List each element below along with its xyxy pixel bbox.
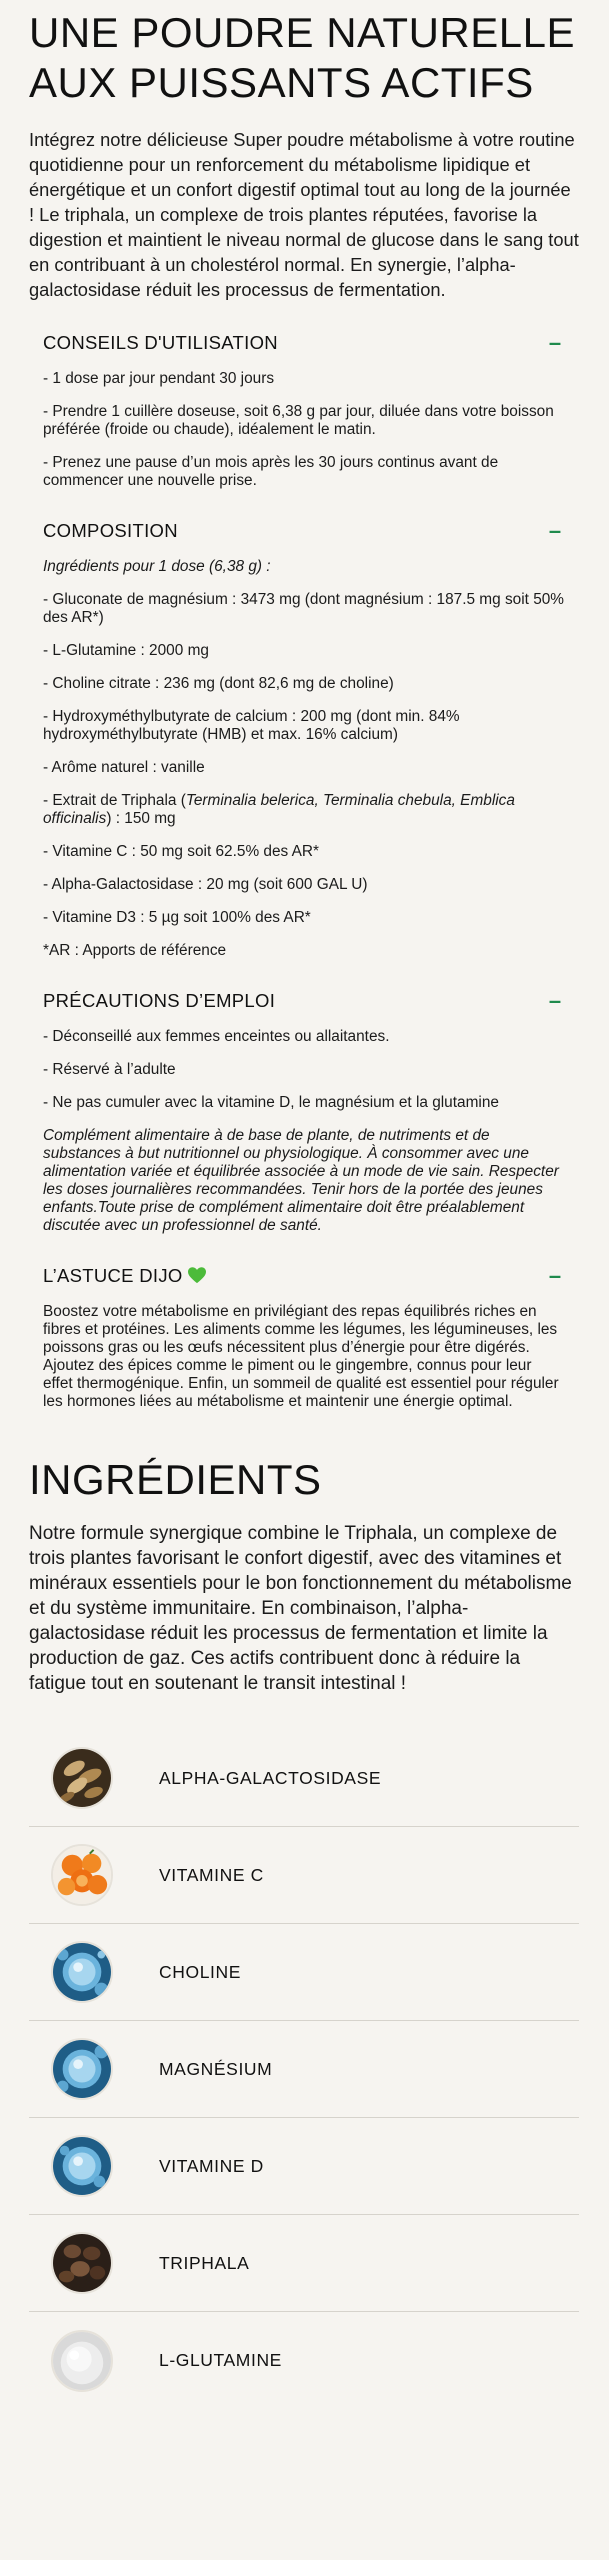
accordion-precautions <box>43 986 565 1235</box>
ingredient-label: TRIPHALA <box>159 2252 250 2273</box>
accordion-title <box>43 1265 207 1287</box>
astuce-title-text: L’ASTUCE DIJO <box>43 1265 183 1286</box>
beans-image <box>51 1747 113 1809</box>
accordion-header-composition[interactable] <box>43 516 565 546</box>
ingredient-row-alpha-galactosidase <box>29 1730 579 1827</box>
accordion-body-conseils <box>43 370 565 490</box>
collapse-icon[interactable]: – <box>548 1263 562 1288</box>
accordion-title: PRÉCAUTIONS D’EMPLOI <box>43 990 276 1011</box>
ingredients-description: Notre formule synergique combine le Triphala, un complexe de trois plantes favorisant le confort digestif, avec des vitamines et minéraux essentiels pour le bon fonctionnement du métabolisme et du système immunitaire. En combinaison, l’alpha-galactosidase réduit les processus de fermentation et limite la production de gaz. Ces actifs contribuent donc à réduire la fatigue tout en soutenant le transit intestinal ! <box>29 1523 572 1694</box>
accordion-title: CONSEILS D'UTILISATION <box>43 332 278 353</box>
collapse-icon[interactable]: – <box>548 988 562 1013</box>
accordion-conseils <box>43 328 565 490</box>
list-item: - Réservé à l’adulte <box>43 1061 176 1078</box>
molecules-image <box>51 2038 113 2100</box>
ingredient-row-magnesium <box>29 2021 579 2118</box>
oranges-image <box>51 1844 113 1906</box>
accordion-astuce <box>43 1261 565 1411</box>
list-item: - Hydroxyméthylbutyrate de calcium : 200 mg (dont min. 84% hydroxyméthylbutyrate (HMB) et max. 16% calcium) <box>43 708 460 743</box>
info-accordion <box>29 328 579 1411</box>
list-item: - Gluconate de magnésium : 3473 mg (dont magnésium : 187.5 mg soit 50% des AR*) <box>43 591 564 626</box>
accordion-body-precautions <box>43 1028 565 1235</box>
list-item: - Vitamine D3 : 5 µg soit 100% des AR* <box>43 909 311 926</box>
triphala-latin: Terminalia belerica, Terminalia chebula, Emblica officinalis <box>43 792 515 827</box>
ingredient-label: VITAMINE D <box>159 2155 264 2176</box>
accordion-body-astuce <box>43 1303 565 1411</box>
molecules-image <box>51 2135 113 2197</box>
accordion-header-astuce[interactable] <box>43 1261 565 1291</box>
molecules-image <box>51 1941 113 2003</box>
list-item: - Choline citrate : 236 mg (dont 82,6 mg de choline) <box>43 675 394 692</box>
green-heart-icon <box>187 1266 207 1284</box>
accordion-composition <box>43 516 565 960</box>
accordion-header-conseils[interactable] <box>43 328 565 358</box>
ingredients-title: INGRÉDIENTS <box>29 1456 322 1503</box>
list-item: - Vitamine C : 50 mg soit 62.5% des AR* <box>43 843 320 860</box>
ingredient-row-l-glutamine <box>29 2312 579 2409</box>
list-item: - 1 dose par jour pendant 30 jours <box>43 370 275 387</box>
list-item: - Prendre 1 cuillère doseuse, soit 6,38 g par jour, diluée dans votre boisson préférée (froide ou chaude), idéalement le matin. <box>43 403 554 438</box>
fruits-image <box>51 2232 113 2294</box>
hero-description: Intégrez notre délicieuse Super poudre métabolisme à votre routine quotidienne pour un renforcement du métabolisme lipidique et énergétique et un confort digestif optimal tout au long de la journée ! Le triphala, un complexe de trois plantes réputées, favorise la digestion et maintient le niveau normal de glucose dans le sang tout en contribuant à un cholestérol normal. En synergie, l’alpha-galactosidase réduit les processus de fermentation. <box>29 129 579 300</box>
hero-title: UNE POUDRE NATURELLE AUX PUISSANTS ACTIFS <box>29 9 575 106</box>
composition-intro: Ingrédients pour 1 dose (6,38 g) : <box>43 558 271 575</box>
ingredient-row-vitamine-d <box>29 2118 579 2215</box>
list-item: - Alpha-Galactosidase : 20 mg (soit 600 GAL U) <box>43 876 368 893</box>
collapse-icon[interactable]: – <box>548 330 562 355</box>
triphala-prefix: - Extrait de Triphala ( <box>43 792 186 809</box>
triphala-suffix: ) : 150 mg <box>106 810 176 827</box>
list-item-triphala <box>43 792 565 828</box>
ingredients-list <box>29 1730 579 2409</box>
ingredient-label: L-GLUTAMINE <box>159 2350 282 2370</box>
ingredient-label: CHOLINE <box>159 1961 241 1982</box>
precautions-note: Complément alimentaire à de base de plante, de nutriments et de substances à but nutritionnel ou physiologique. À consommer avec une alimentation variée et équilibrée associée à un mode de vie sain. Respecter les doses journalières recommandées. Tenir hors de la portée des jeunes enfants.Toute prise de complément alimentaire doit être préalablement discutée avec un professionnel de santé. <box>43 1127 559 1234</box>
ingredient-row-triphala <box>29 2215 579 2312</box>
ingredient-label: VITAMINE C <box>159 1864 264 1885</box>
powder-image <box>51 2330 113 2392</box>
ingredient-row-choline <box>29 1924 579 2021</box>
ingredient-row-vitamine-c <box>29 1827 579 1924</box>
ingredient-label: ALPHA-GALACTOSIDASE <box>159 1767 382 1788</box>
list-item: - Ne pas cumuler avec la vitamine D, le magnésium et la glutamine <box>43 1094 499 1111</box>
accordion-body-composition <box>43 558 565 960</box>
list-item: - Prenez une pause d’un mois après les 30 jours continus avant de commencer une nouvelle prise. <box>43 454 499 489</box>
astuce-text: Boostez votre métabolisme en privilégiant des repas équilibrés riches en fibres et protéines. Les aliments comme les légumes, les légumineuses, les poissons gras ou les œufs nécessitent plus d’énergie pour être digérés. Ajoutez des épices comme le piment ou le gingembre, connus pour leur effet thermogénique. Enfin, un sommeil de qualité est essentiel pour réguler les hormones liées au métabolisme et maintenir une énergie optimal. <box>43 1303 559 1410</box>
accordion-header-precautions[interactable] <box>43 986 565 1016</box>
collapse-icon[interactable]: – <box>548 518 562 543</box>
reference-note: *AR : Apports de référence <box>43 942 227 959</box>
list-item: - L-Glutamine : 2000 mg <box>43 642 209 659</box>
list-item: - Arôme naturel : vanille <box>43 759 205 776</box>
accordion-title: COMPOSITION <box>43 520 178 541</box>
list-item: - Déconseillé aux femmes enceintes ou allaitantes. <box>43 1028 390 1045</box>
ingredient-label: MAGNÉSIUM <box>159 2058 273 2079</box>
